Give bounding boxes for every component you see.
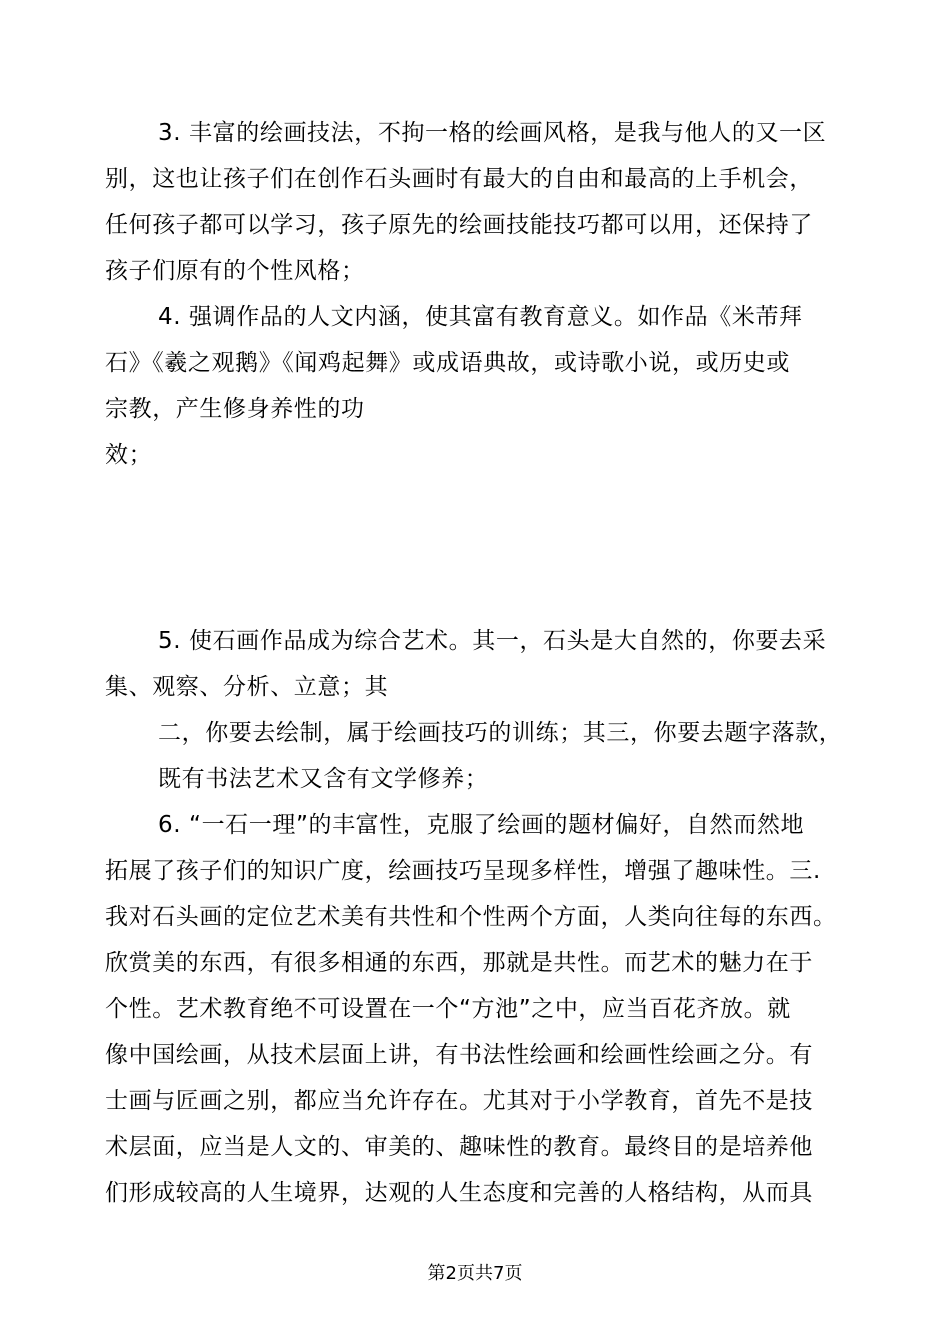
paragraph-line: 拓展了孩子们的知识广度，绘画技巧呈现多样性，增强了趣味性。三. xyxy=(105,858,821,884)
paragraph-line: 我对石头画的定位艺术美有共性和个性两个方面，人类向往每的东西。 xyxy=(105,904,837,930)
paragraph-line: 效； xyxy=(105,442,153,468)
paragraph-line: 6. “一石一理”的丰富性，克服了绘画的题材偏好，自然而然地 xyxy=(158,812,805,838)
paragraph-line: 孩子们原有的个性风格； xyxy=(105,258,365,284)
paragraph-line: 既有书法艺术又含有文学修养； xyxy=(158,766,489,792)
paragraph-line: 士画与匠画之别，都应当允许存在。尤其对于小学教育，首先不是技 xyxy=(105,1088,813,1114)
paragraph-line: 术层面，应当是人文的、审美的、趣味性的教育。最终目的是培养他 xyxy=(105,1134,813,1160)
paragraph-line: 任何孩子都可以学习，孩子原先的绘画技能技巧都可以用，还保持了 xyxy=(105,212,813,238)
paragraph-line: 5. 使石画作品成为综合艺术。其一，石头是大自然的，你要去采 xyxy=(158,628,827,654)
paragraph-line: 欣赏美的东西，有很多相通的东西，那就是共性。而艺术的魅力在于 xyxy=(105,950,813,976)
paragraph-line: 别，这也让孩子们在创作石头画时有最大的自由和最高的上手机会， xyxy=(105,166,813,192)
page-number-footer: 第2页共7页 xyxy=(427,1263,523,1284)
paragraph-line: 4. 强调作品的人文内涵，使其富有教育意义。如作品《米芾拜 xyxy=(158,304,803,330)
paragraph-line: 集、观察、分析、立意；其 xyxy=(105,674,389,700)
paragraph-line: 个性。艺术教育绝不可设置在一个“方池”之中，应当百花齐放。就 xyxy=(105,996,791,1022)
paragraph-line: 们形成较高的人生境界，达观的人生态度和完善的人格结构，从而具 xyxy=(105,1180,813,1206)
paragraph-line: 宗教，产生修身养性的功 xyxy=(105,396,365,422)
paragraph-line: 像中国绘画，从技术层面上讲，有书法性绘画和绘画性绘画之分。有 xyxy=(105,1042,813,1068)
paragraph-line: 二，你要去绘制，属于绘画技巧的训练；其三，你要去题字落款， xyxy=(158,720,843,746)
paragraph-line: 石》《羲之观鹅》《闻鸡起舞》或成语典故，或诗歌小说，或历史或 xyxy=(105,350,790,376)
paragraph-line: 3. 丰富的绘画技法，不拘一格的绘画风格，是我与他人的又一区 xyxy=(158,120,827,146)
